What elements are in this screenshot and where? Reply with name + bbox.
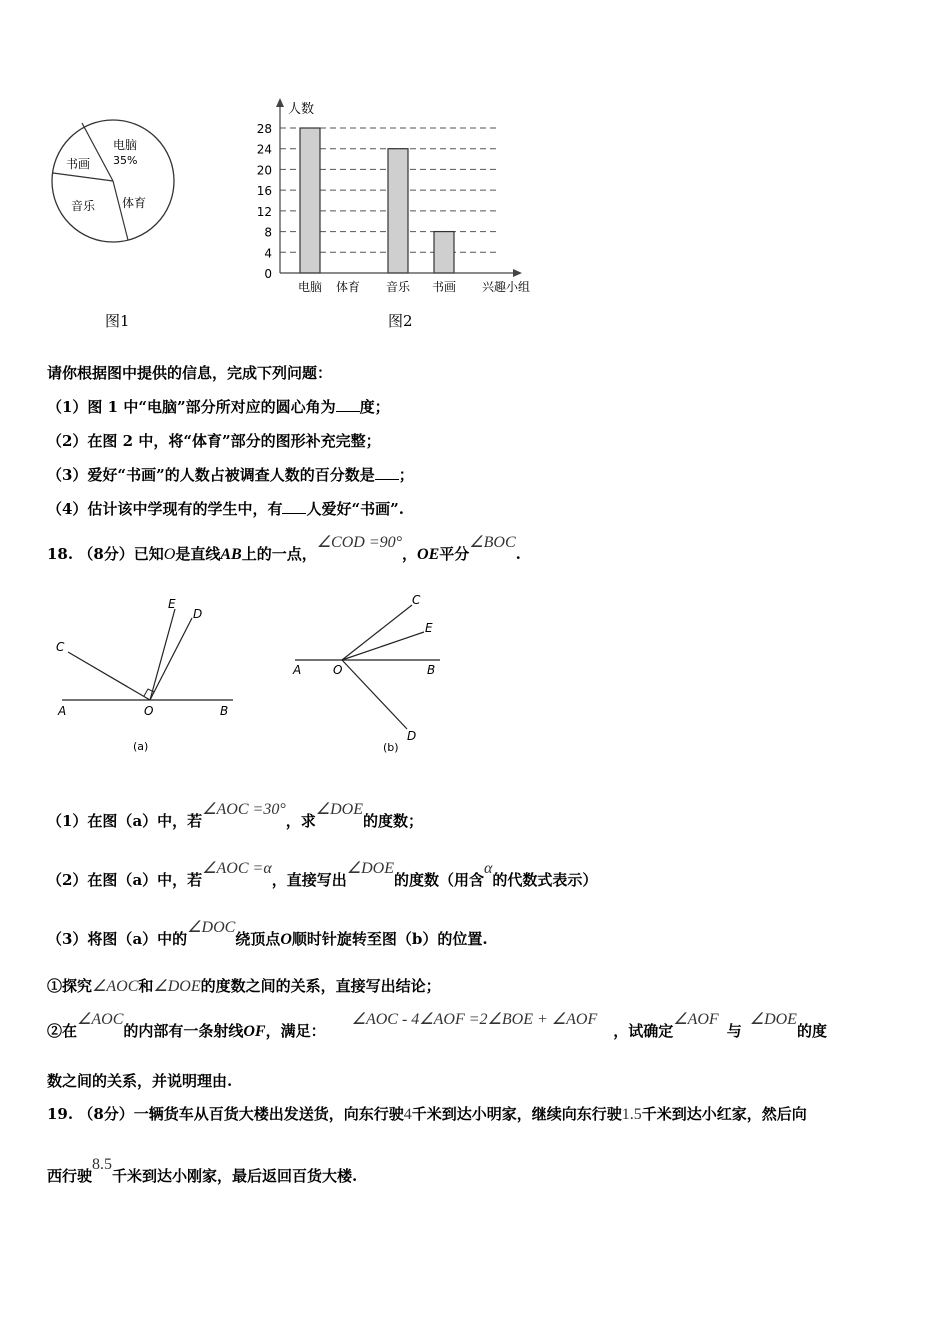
ray-oe (150, 609, 175, 700)
label-c: C (412, 593, 421, 607)
label-o: O (333, 663, 343, 677)
y-tick-label: 24 (256, 142, 272, 157)
answer-blank[interactable] (336, 397, 360, 412)
ray-oc (68, 652, 150, 700)
label-d: D (193, 607, 203, 621)
y-axis-arrow (276, 98, 284, 107)
q17-intro: 请你根据图中提供的信息，完成下列问题： (47, 364, 333, 382)
x-axis-label: 兴趣小组 (482, 280, 531, 294)
y-tick-label: 4 (264, 246, 272, 261)
q18-sub3-2: ②在∠AOC的内部有一条射线OF，满足：∠AOC - 4∠AOF =2∠BOE + ∠AOF，试确定∠AOF与∠DOE的度 (47, 1011, 827, 1040)
pie-label-computer: 电脑 (113, 138, 138, 152)
q17-part2: （2）在图 2 中，将“体育”部分的图形补充完整； (47, 432, 381, 450)
q17-part4: （4）估计该中学现有的学生中，有 人爱好“书画”. (47, 500, 404, 518)
y-tick-label: 8 (264, 225, 272, 240)
label-c: C (56, 640, 65, 654)
answer-blank[interactable] (282, 499, 306, 514)
q18-statement: 18. （8分）已知O是直线AB上的一点，∠COD =90°，OE平分∠BOC. (47, 534, 521, 563)
y-tick-label: 20 (256, 163, 272, 178)
label-a: A (58, 704, 67, 718)
pie-label-computer-pct: 35% (113, 154, 138, 167)
y-axis-label: 人数 (288, 102, 315, 117)
label-o: O (144, 704, 154, 718)
label-d: D (407, 729, 417, 743)
geometry-figure-b (285, 590, 455, 760)
ray-od (150, 618, 192, 700)
bar-2 (388, 149, 408, 273)
y-tick-label: 28 (256, 122, 272, 136)
pie-label-music: 音乐 (71, 199, 96, 213)
x-tick-label: 书画 (431, 280, 457, 294)
pie-label-sports: 体育 (122, 196, 147, 210)
q19-line1: 19. （8分）一辆货车从百货大楼出发送货，向东行驶4千米到达小明家，继续向东行驶1.5千米到达小红家，然后向 (47, 1105, 807, 1123)
bar-chart-figure (250, 95, 550, 305)
x-tick-label: 音乐 (385, 280, 411, 294)
bar-3 (434, 232, 454, 273)
label-e: E (168, 597, 176, 611)
q17-part1: （1）图 1 中“电脑”部分所对应的圆心角为 度； (47, 398, 390, 416)
q19-line2: 西行驶8.5千米到达小刚家，最后返回百货大楼. (47, 1156, 358, 1185)
q18-sub3-1: ①探究∠AOC和∠DOE的度数之间的关系，直接写出结论； (47, 977, 441, 995)
x-axis-arrow (513, 269, 522, 277)
fig1-caption: 图1 (105, 312, 130, 330)
q18-sub2: （2）在图（a）中，若∠AOC =α，直接写出∠DOE的度数（用含α的代数式表示） (47, 860, 598, 889)
y-tick-label: 12 (256, 204, 272, 219)
fig2-caption: 图2 (388, 312, 413, 330)
ray-oe (342, 632, 424, 660)
pie-chart-figure (45, 115, 185, 255)
pie-label-calligraphy: 书画 (66, 157, 91, 171)
ray-oc (342, 605, 412, 660)
label-b: B (427, 663, 436, 677)
q18-sub3-2-cont: 数之间的关系，并说明理由. (47, 1072, 233, 1090)
label-a: A (293, 663, 302, 677)
x-tick-label: 电脑 (297, 280, 323, 294)
x-tick-label: 体育 (335, 280, 361, 294)
ray-od (342, 660, 407, 729)
y-tick-label: 16 (256, 184, 272, 199)
geometry-figure-a (50, 590, 250, 760)
fig-b-caption: (b) (383, 741, 399, 754)
fig-a-caption: (a) (133, 740, 149, 753)
label-b: B (220, 704, 229, 718)
bar-0 (300, 128, 320, 273)
y-tick-label: 0 (264, 267, 272, 281)
q17-part3: （3）爱好“书画”的人数占被调查人数的百分数是 ； (47, 466, 414, 484)
q18-sub1: （1）在图（a）中，若∠AOC =30°，求∠DOE的度数； (47, 801, 423, 830)
answer-blank[interactable] (375, 465, 399, 480)
label-e: E (425, 621, 433, 635)
q18-sub3: （3）将图（a）中的∠DOC绕顶点O顺时针旋转至图（b）的位置. (47, 919, 488, 948)
